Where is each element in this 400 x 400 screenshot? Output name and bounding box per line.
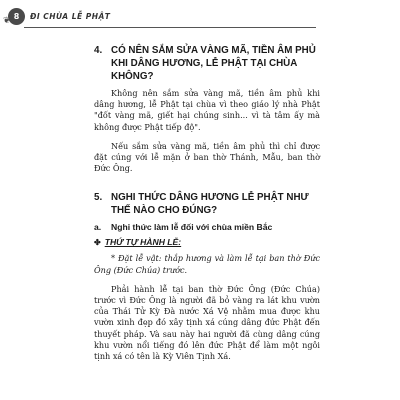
header-divider xyxy=(24,27,316,28)
subsection-a-heading xyxy=(94,222,320,232)
ritual-order-label: THỨ TỰ HÀNH LỄ: xyxy=(104,237,182,248)
section-5-heading xyxy=(94,191,320,217)
section-4-paragraph-1: Không nên sắm sửa vàng mã, tiền âm phủ khi dâng hương, lễ Phật tại chùa vì theo giáo lý nhà Phật "đốt vàng mã, giết hại chúng sinh... vì tà tâm ấy mà không được Phật tiếp độ". xyxy=(94,88,320,132)
ornament-bullet-icon: ✤ xyxy=(94,237,101,247)
running-title: ĐI CHÙA LỄ PHẬT xyxy=(30,11,111,21)
section-4-heading xyxy=(94,44,320,83)
section-5-number: 5. xyxy=(94,192,103,204)
running-header xyxy=(3,5,111,27)
page-number-badge xyxy=(3,8,25,26)
section-spacer xyxy=(94,182,320,191)
offering-note: * Đặt lễ vật: thắp hương và làm lễ tại ban thờ Đức Ông (Đức Chúa) trước. xyxy=(94,253,320,275)
subsection-a-title: Nghi thức làm lễ đối với chùa miền Bắc xyxy=(111,222,273,233)
subsection-a-paragraph: Phải hành lễ tại ban thờ Đức Ông (Đức Chúa) trước vì Đức Ông là người đã bỏ vàng ra lát khu vườn của Thái Tử Kỳ Đà nước Xá Vệ nhằm mua được khu vườn xinh đẹp đó xây tịnh xá cúng dâng đức Phật đến thuyết pháp. Và sau này hai người đã cùng dâng cúng khu vườn nổi tiếng đó lên đức Phật để làm một ngôi tịnh xá có tên là Kỳ Viên Tịnh Xá. xyxy=(94,283,320,362)
ritual-order-heading xyxy=(94,237,320,247)
page-body xyxy=(94,44,320,370)
section-4-title: CÓ NÊN SẮM SỬA VÀNG MÃ, TIỀN ÂM PHỦ KHI DÂNG HƯƠNG, LỄ PHẬT TẠI CHÙA KHÔNG? xyxy=(111,45,316,82)
section-5-title: NGHI THỨC DÂNG HƯƠNG LỄ PHẬT NHƯ THẾ NÀO CHO ĐÚNG? xyxy=(111,192,309,217)
section-4-number: 4. xyxy=(94,45,103,56)
section-4-paragraph-2: Nếu sắm sửa vàng mã, tiền âm phủ thì chỉ được đặt cúng với lễ mặn ở ban thờ Thánh, Mẫu, ban thờ Đức Ông. xyxy=(94,140,320,174)
page-number: 8 xyxy=(13,11,20,21)
flourish-icon: ❦ xyxy=(3,15,11,26)
subsection-a-letter: a. xyxy=(94,222,102,233)
